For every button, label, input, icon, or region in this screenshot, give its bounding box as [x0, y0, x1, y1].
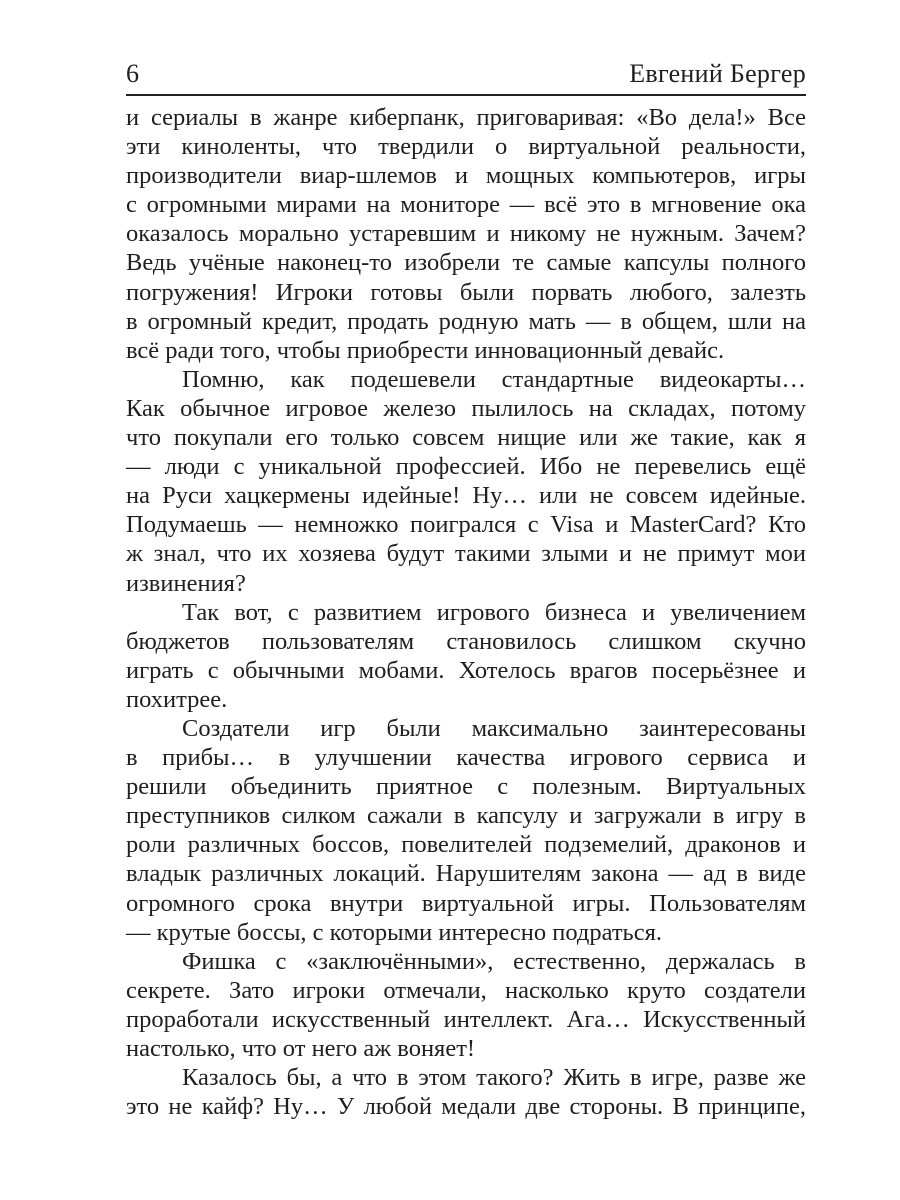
- paragraph: [126, 1063, 806, 1121]
- text-line: проработали искусственный интеллект. Ага… Искусственный: [126, 1005, 806, 1033]
- text-line: эти киноленты, что твердили о виртуальной реальности,: [126, 133, 806, 161]
- text-line: секрете. Зато игроки отмечали, насколько круто создатели: [126, 976, 806, 1004]
- page-header: [126, 58, 806, 90]
- text-line: погружения! Игроки готовы были порвать любого, залезть: [126, 278, 806, 306]
- header-rule: [126, 94, 806, 96]
- paragraph: [126, 714, 806, 947]
- text-line: Фишка с «заключёнными», естественно, держалась в: [182, 947, 806, 975]
- text-line: производители виар-шлемов и мощных компьютеров, игры: [126, 162, 806, 190]
- text-line: с огромными мирами на мониторе — всё это в мгновение ока: [126, 191, 806, 219]
- text-line: Создатели игр были максимально заинтересованы: [182, 714, 806, 742]
- body-text: [126, 103, 806, 1121]
- text-line: — крутые боссы, с которыми интересно подраться.: [126, 918, 662, 946]
- text-line: всё ради того, чтобы приобрести инновационный девайс.: [126, 336, 725, 364]
- paragraph: [126, 365, 806, 598]
- text-line: преступников силком сажали в капсулу и загружали в игру в: [126, 802, 806, 830]
- paragraph: [126, 103, 806, 365]
- text-line: оказалось морально устаревшим и никому не нужным. Зачем?: [126, 220, 806, 248]
- text-line: извинения?: [126, 569, 246, 597]
- text-line: Помню, как подешевели стандартные видеокарты…: [182, 365, 806, 393]
- text-line: играть с обычными мобами. Хотелось врагов посерьёзнее и: [126, 656, 806, 684]
- text-line: Так вот, с развитием игрового бизнеса и увеличением: [182, 598, 806, 626]
- text-line: Как обычное игровое железо пылилось на складах, потому: [126, 394, 806, 422]
- text-line: Подумаешь — немножко поигрался с Visa и MasterCard? Кто: [126, 511, 806, 539]
- text-line: на Руси хацкермены идейные! Ну… или не совсем идейные.: [126, 482, 806, 510]
- paragraph: [126, 598, 806, 714]
- text-line: ж знал, что их хозяева будут такими злыми и не примут мои: [126, 540, 806, 568]
- text-line: Ведь учёные наконец-то изобрели те самые капсулы полного: [126, 249, 806, 277]
- text-line: — люди с уникальной профессией. Ибо не перевелись ещё: [126, 453, 806, 481]
- text-line: в огромный кредит, продать родную мать — в общем, шли на: [126, 307, 806, 335]
- running-head-author: Евгений Бергер: [629, 59, 806, 88]
- text-line: в прибы… в улучшении качества игрового сервиса и: [126, 744, 806, 772]
- paragraph: [126, 947, 806, 1063]
- text-line: огромного срока внутри виртуальной игры. Пользователям: [126, 889, 806, 917]
- text-line: это не кайф? Ну… У любой медали две стороны. В принципе,: [126, 1093, 806, 1121]
- text-line: роли различных боссов, повелителей подземелий, драконов и: [126, 831, 806, 859]
- text-line: и сериалы в жанре киберпанк, приговаривая: «Во дела!» Все: [126, 104, 806, 131]
- text-line: что покупали его только совсем нищие или же такие, как я: [126, 424, 806, 452]
- text-line: похитрее.: [126, 685, 228, 713]
- text-line: настолько, что от него аж воняет!: [126, 1035, 476, 1062]
- page-number: 6: [126, 59, 139, 88]
- text-line: владык различных локаций. Нарушителям закона — ад в виде: [126, 860, 806, 888]
- text-line: бюджетов пользователям становилось слишком скучно: [126, 627, 806, 655]
- text-line: Казалось бы, а что в этом такого? Жить в игре, разве же: [182, 1064, 806, 1092]
- text-line: решили объединить приятное с полезным. Виртуальных: [126, 773, 806, 801]
